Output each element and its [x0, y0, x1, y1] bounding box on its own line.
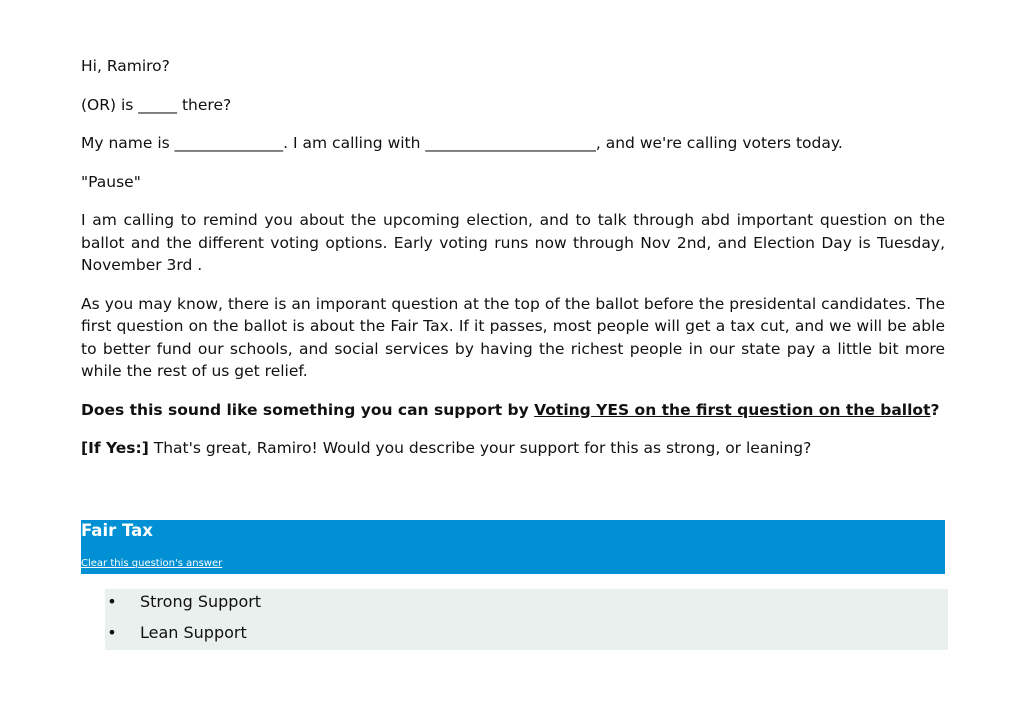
question-title: Fair Tax: [81, 521, 153, 540]
if-yes-line: [81, 437, 945, 460]
support-question: [81, 399, 945, 422]
support-question-prefix: Does this sound like something you can support by: [81, 400, 535, 419]
call-script: [81, 55, 945, 476]
option-label: Strong Support: [140, 592, 262, 611]
option-label: Lean Support: [140, 623, 247, 642]
bullet-icon: •: [107, 592, 117, 611]
clear-answer-link[interactable]: Clear this question's answer: [81, 558, 223, 569]
option-strong-support[interactable]: [105, 590, 305, 614]
pause-line: "Pause": [81, 172, 141, 191]
support-question-emphasis: Voting YES on the first question on the ballot: [534, 400, 931, 419]
bullet-icon: •: [107, 623, 117, 642]
intro-line: My name is ______________. I am calling with ______________________, and we're calling voters today.: [81, 134, 843, 152]
option-lean-support[interactable]: [105, 621, 305, 645]
reminder-paragraph: I am calling to remind you about the upcoming election, and to talk through abd important question on the ballot and the different voting options. Early voting runs now through Nov 2nd, and Election Day is Tuesday, November 3rd .: [81, 211, 945, 274]
explanation-paragraph: As you may know, there is an imporant question at the top of the ballot before the presidental candidates. The first question on the ballot is about the Fair Tax. If it passes, most people will get a tax cut, and we will be able to better fund our schools, and social services by having the richest people in our state pay a little bit more while the rest of us get relief.: [81, 294, 945, 380]
answer-options: [105, 589, 948, 650]
alternate-name-line: (OR) is _____ there?: [81, 95, 232, 114]
if-yes-label: [If Yes:]: [81, 439, 149, 457]
greeting-line: Hi, Ramiro?: [81, 57, 170, 75]
support-question-suffix: ?: [930, 400, 940, 419]
if-yes-text: That's great, Ramiro! Would you describe your support for this as strong, or leaning?: [148, 439, 812, 457]
